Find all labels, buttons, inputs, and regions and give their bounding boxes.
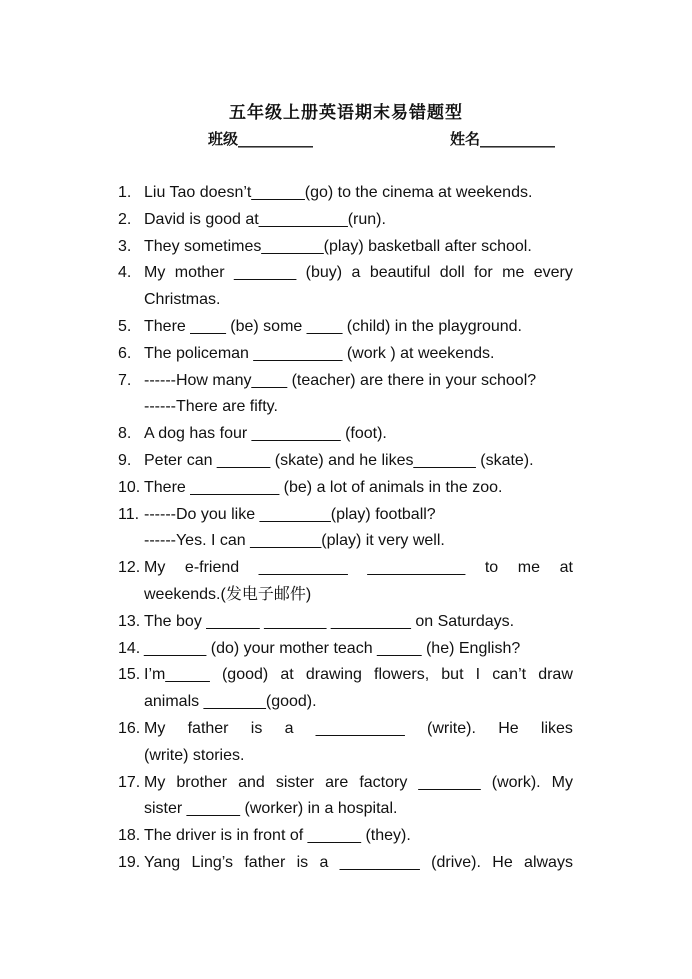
question-text bbox=[144, 662, 573, 716]
question-line: Christmas. bbox=[144, 291, 221, 309]
question-number: 8. bbox=[118, 425, 132, 443]
question-number: 16. bbox=[118, 719, 141, 737]
question-item bbox=[118, 341, 573, 368]
question-text bbox=[144, 636, 573, 663]
question-line: _______ (do) your mother teach _____ (he) English? bbox=[144, 639, 521, 657]
question-number: 17. bbox=[118, 773, 141, 791]
question-line: ------Do you like ________(play) football? bbox=[144, 505, 436, 523]
question-list bbox=[118, 180, 573, 877]
question-text bbox=[144, 502, 573, 556]
question-line: Yang Ling’s father is a _________ (drive). He always bbox=[144, 853, 573, 871]
question-item bbox=[118, 609, 573, 636]
question-line: animals _______(good). bbox=[144, 693, 317, 711]
question-line: There ____ (be) some ____ (child) in the playground. bbox=[144, 317, 522, 335]
question-item bbox=[118, 207, 573, 234]
question-number: 5. bbox=[118, 317, 132, 335]
question-number: 13. bbox=[118, 612, 141, 630]
question-text bbox=[144, 421, 573, 448]
question-line: My mother _______ (buy) a beautiful doll for me every bbox=[144, 264, 573, 282]
question-item bbox=[118, 636, 573, 663]
question-text bbox=[144, 609, 573, 636]
question-line: My e-friend __________ ___________ to me at bbox=[144, 559, 573, 577]
question-item bbox=[118, 823, 573, 850]
question-line: sister ______ (worker) in a hospital. bbox=[144, 800, 398, 818]
question-number: 19. bbox=[118, 853, 141, 871]
question-text bbox=[144, 770, 573, 824]
question-number: 3. bbox=[118, 237, 132, 255]
question-item bbox=[118, 662, 573, 716]
question-item bbox=[118, 368, 573, 422]
question-number: 10. bbox=[118, 478, 141, 496]
question-text bbox=[144, 207, 573, 234]
question-line: There __________ (be) a lot of animals in the zoo. bbox=[144, 478, 503, 496]
question-number: 12. bbox=[118, 559, 141, 577]
question-number: 1. bbox=[118, 184, 132, 201]
question-item bbox=[118, 260, 573, 314]
question-number: 15. bbox=[118, 666, 141, 684]
question-item bbox=[118, 314, 573, 341]
class-field-label: 班级__________ bbox=[208, 130, 314, 148]
question-line: I’m_____ (good) at drawing flowers, but I can’t draw bbox=[144, 666, 573, 684]
question-line: ------How many____ (teacher) are there in your school? bbox=[144, 371, 537, 389]
question-line: The driver is in front of ______ (they). bbox=[144, 827, 411, 845]
question-line: The policeman __________ (work ) at weekends. bbox=[144, 344, 495, 362]
question-line: (write) stories. bbox=[144, 746, 245, 764]
question-item bbox=[118, 475, 573, 502]
question-text bbox=[144, 475, 573, 502]
question-number: 4. bbox=[118, 264, 132, 282]
question-text bbox=[144, 314, 573, 341]
question-item bbox=[118, 180, 573, 207]
question-number: 18. bbox=[118, 827, 141, 845]
question-text bbox=[144, 180, 573, 207]
question-text bbox=[144, 850, 573, 877]
question-text bbox=[144, 823, 573, 850]
question-line: The boy ______ _______ _________ on Saturdays. bbox=[144, 612, 515, 630]
question-text bbox=[144, 716, 573, 770]
question-text bbox=[144, 448, 573, 475]
question-line: ------There are fifty. bbox=[144, 398, 278, 416]
question-line: Liu Tao doesn’t______(go) to the cinema at weekends. bbox=[144, 184, 533, 201]
question-text bbox=[144, 260, 573, 314]
question-text bbox=[144, 341, 573, 368]
question-line: Peter can ______ (skate) and he likes_______ (skate). bbox=[144, 451, 534, 469]
question-line: ------Yes. I can ________(play) it very well. bbox=[144, 532, 445, 550]
question-number: 6. bbox=[118, 344, 132, 362]
question-line: My brother and sister are factory _______ (work). My bbox=[144, 773, 573, 791]
question-line: They sometimes_______(play) basketball after school. bbox=[144, 237, 532, 255]
question-text bbox=[144, 555, 573, 609]
question-number: 9. bbox=[118, 451, 132, 469]
question-item bbox=[118, 234, 573, 261]
question-item bbox=[118, 448, 573, 475]
question-item bbox=[118, 770, 573, 824]
question-item bbox=[118, 555, 573, 609]
question-line: weekends.(发电子邮件) bbox=[144, 585, 312, 603]
question-item bbox=[118, 421, 573, 448]
name-field-label: 姓名__________ bbox=[450, 130, 556, 148]
question-text bbox=[144, 368, 573, 422]
question-number: 2. bbox=[118, 210, 132, 228]
question-line: My father is a __________ (write). He likes bbox=[144, 719, 573, 737]
question-number: 11. bbox=[118, 505, 140, 523]
question-line: A dog has four __________ (foot). bbox=[144, 425, 387, 443]
question-item bbox=[118, 502, 573, 556]
question-number: 7. bbox=[118, 371, 132, 389]
question-text bbox=[144, 234, 573, 261]
question-number: 14. bbox=[118, 639, 141, 657]
question-item bbox=[118, 850, 573, 877]
question-line: David is good at__________(run). bbox=[144, 210, 386, 228]
question-item bbox=[118, 716, 573, 770]
page-title: 五年级上册英语期末易错题型 bbox=[229, 103, 463, 123]
